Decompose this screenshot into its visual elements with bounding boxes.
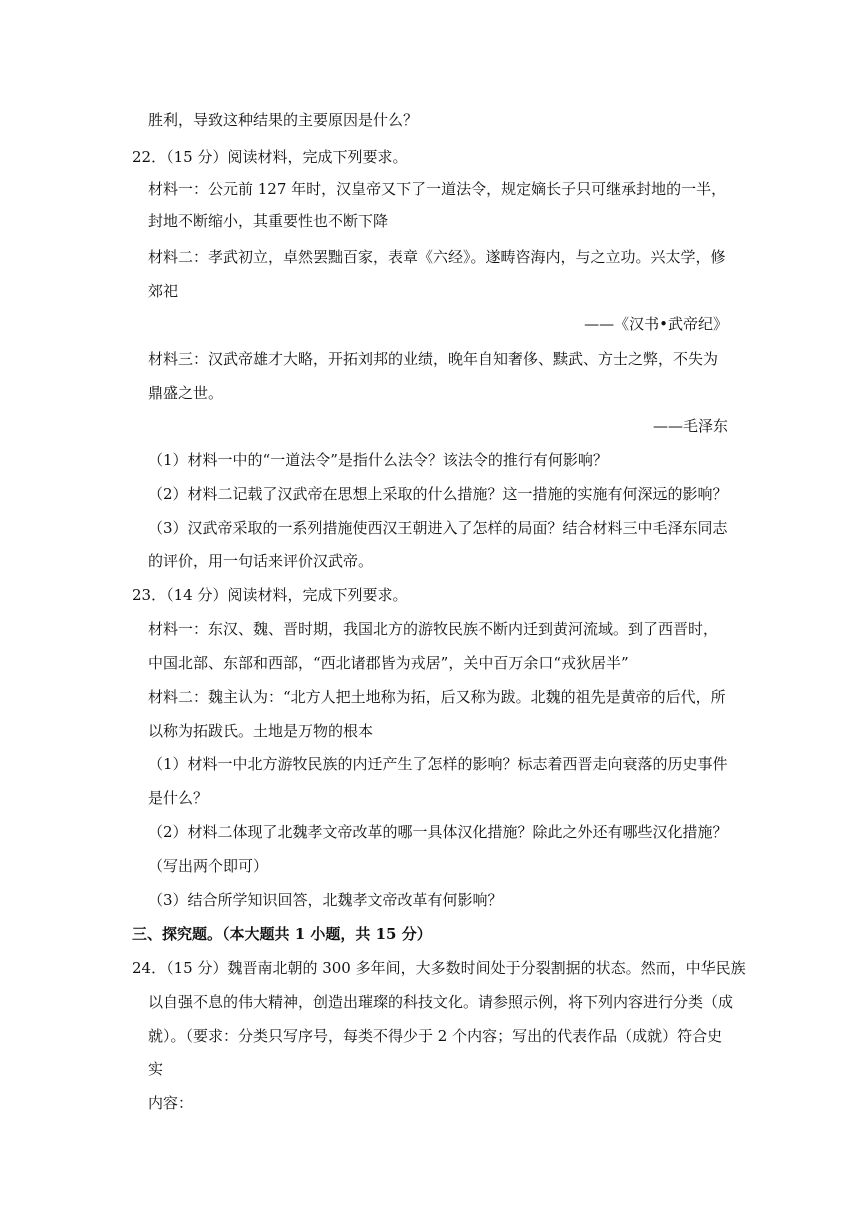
q24-line-1: 24．（15 分）魏晋南北朝的 300 多年间，大多数时间处于分裂割据的状态。然而，中华民族 [132,959,746,977]
q22-subquestion-3-line-1: （3）汉武帝采取的一系列措施使西汉王朝进入了怎样的局面？结合材料三中毛泽东同志 [148,519,728,537]
q22-material-2-line-1: 材料二：孝武初立，卓然罢黜百家，表章《六经》。遂畴咨海内，与之立功。兴太学，修 [148,248,726,266]
q24-line-4: 实 [148,1060,164,1078]
q22-heading: 22．（15 分）阅读材料，完成下列要求。 [132,148,408,166]
q23-subquestion-1-line-1: （1）材料一中北方游牧民族的内迁产生了怎样的影响？标志着西晋走向衰落的历史事件 [148,755,728,773]
q22-material-1-line-2: 封地不断缩小，其重要性也不断下降 [148,212,389,230]
q23-material-1-line-1: 材料一：东汉、魏、晋时期，我国北方的游牧民族不断内迁到黄河流域。到了西晋时， [148,620,719,638]
q23-subquestion-2-line-2: （写出两个即可） [148,857,269,875]
q22-subquestion-2: （2）材料二记载了汉武帝在思想上采取的什么措施？这一措施的实施有何深远的影响？ [148,485,728,503]
q21-continuation: 胜利，导致这种结果的主要原因是什么？ [148,111,419,129]
q22-material-3-line-1: 材料三：汉武帝雄才大略，开拓刘邦的业绩，晚年自知奢侈、黩武、方士之弊，不失为 [148,350,719,368]
q23-material-2-line-2: 以称为拓跋氏。土地是万物的根本 [148,722,374,740]
q23-heading: 23．（14 分）阅读材料，完成下列要求。 [132,586,408,604]
q23-subquestion-2-line-1: （2）材料二体现了北魏孝文帝改革的哪一具体汉化措施？除此之外还有哪些汉化措施？ [148,823,728,841]
q23-subquestion-3: （3）结合所学知识回答，北魏孝文帝改革有何影响？ [148,891,503,909]
q22-material-3-source: ——毛泽东 [652,417,728,435]
q24-line-3: 就）。（要求：分类只写序号，每类不得少于 2 个内容；写出的代表作品（成就）符合史 [148,1027,723,1045]
q24-content-label: 内容： [148,1094,194,1112]
q22-subquestion-1: （1）材料一中的“一道法令”是指什么法令？该法令的推行有何影响？ [148,451,608,469]
q24-line-2: 以自强不息的伟大精神，创造出璀璨的科技文化。请参照示例，将下列内容进行分类（成 [148,993,734,1011]
q22-material-2-source: ——《汉书•武帝纪》 [584,315,728,333]
q22-material-1-line-1: 材料一：公元前 127 年时，汉皇帝又下了一道法令，规定嫡长子只可继承封地的一半， [148,180,727,198]
q23-subquestion-1-line-2: 是什么？ [148,789,209,807]
q22-subquestion-3-line-2: 的评价，用一句话来评价汉武帝。 [148,552,374,570]
q22-material-2-line-2: 郊祀 [148,282,179,300]
q22-material-3-line-2: 鼎盛之世。 [148,384,224,402]
section-3-heading: 三、探究题。（本大题共 1 小题，共 15 分） [132,925,432,943]
q23-material-2-line-1: 材料二：魏主认为：“北方人把土地称为拓，后又称为跋。北魏的祖先是黄帝的后代，所 [148,688,726,706]
q23-material-1-line-2: 中国北部、东部和西部，“西北诸郡皆为戎居”，关中百万余口“戎狄居半” [148,654,629,672]
